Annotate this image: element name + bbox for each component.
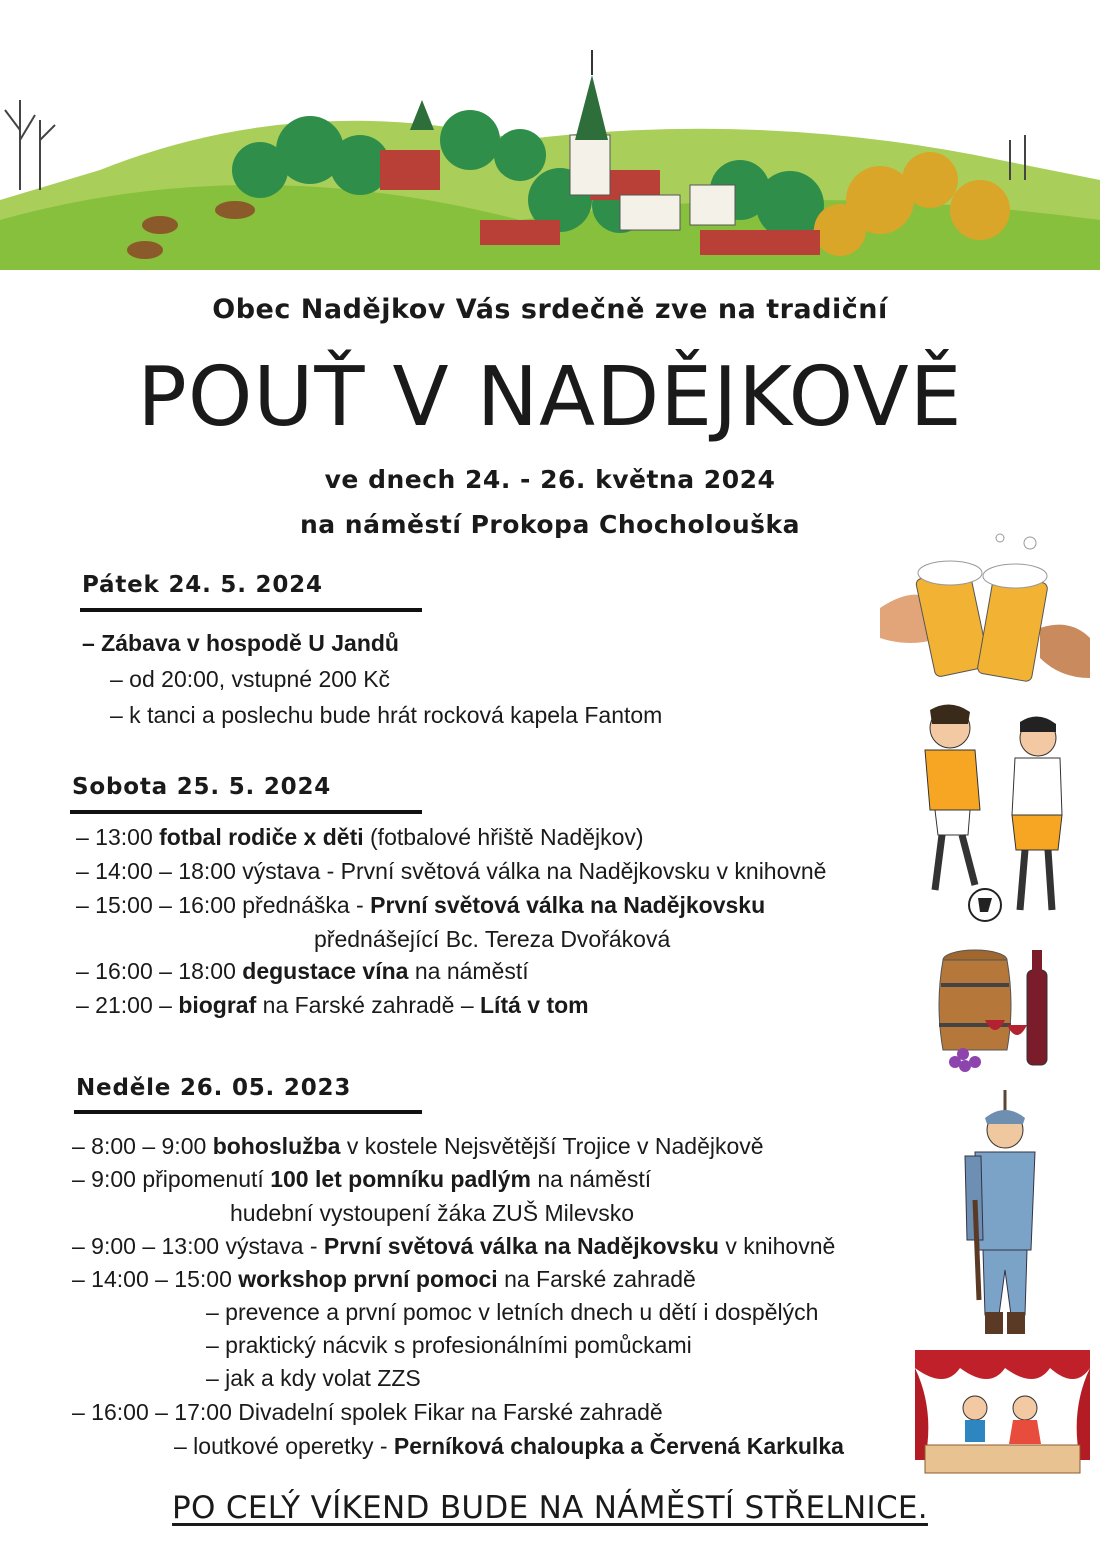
sunday-line-2: – 9:00 připomenutí 100 let pomníku padlým na náměstí [72, 1166, 652, 1192]
saturday-line-3: – 15:00 – 16:00 přednáška - První světová válka na Nadějkovsku [76, 892, 766, 918]
friday-rule [80, 608, 422, 612]
friday-line-3: – k tanci a poslechu bude hrát rocková kapela Fantom [110, 702, 663, 728]
sunday-line-5: – 14:00 – 15:00 workshop první pomoci na Farské zahradě [72, 1266, 696, 1292]
event-dates: ve dnech 24. - 26. května 2024 [324, 465, 776, 494]
sunday-line-6: – prevence a první pomoc v letních dnech u dětí i dospělých [206, 1299, 819, 1325]
saturday-line-6: – 21:00 – biograf na Farské zahradě – Lítá v tom [76, 992, 589, 1018]
football-players-icon [880, 700, 1080, 930]
saturday-heading: Sobota 25. 5. 2024 [72, 774, 332, 800]
friday-heading: Pátek 24. 5. 2024 [82, 572, 323, 598]
sunday-line-9: – 16:00 – 17:00 Divadelní spolek Fikar na Farské zahradě [72, 1399, 663, 1425]
sunday-line-7: – praktický nácvik s profesionálními pomůckami [206, 1332, 692, 1358]
ww1-soldier-icon [935, 1090, 1045, 1345]
village-landscape-illustration [0, 30, 1100, 270]
event-place: na náměstí Prokopa Chocholouška [299, 510, 801, 539]
friday-line-1: – Zábava v hospodě U Jandů [82, 630, 399, 656]
beer-toast-icon [880, 528, 1090, 688]
friday-line-2: – od 20:00, vstupné 200 Kč [110, 666, 391, 692]
sunday-rule [74, 1110, 422, 1114]
puppet-theatre-icon [915, 1350, 1090, 1475]
wine-barrel-icon [935, 940, 1065, 1080]
saturday-line-4: přednášející Bc. Tereza Dvořáková [314, 926, 671, 952]
saturday-line-5: – 16:00 – 18:00 degustace vína na náměstí [76, 958, 529, 984]
sunday-line-8: – jak a kdy volat ZZS [206, 1365, 421, 1391]
sunday-heading: Neděle 26. 05. 2023 [76, 1075, 352, 1101]
saturday-rule [70, 810, 422, 814]
intro-text: Obec Nadějkov Vás srdečně zve na tradiční [212, 294, 888, 325]
footer-note: PO CELÝ VÍKEND BUDE NA NÁMĚSTÍ STŘELNICE. [172, 1490, 928, 1526]
saturday-line-2: – 14:00 – 18:00 výstava - První světová válka na Nadějkovsku v knihovně [76, 858, 827, 884]
page-title: POUŤ V NADĚJKOVĚ [137, 350, 963, 445]
sunday-line-1: – 8:00 – 9:00 bohoslužba v kostele Nejsvětější Trojice v Nadějkově [72, 1133, 764, 1159]
sunday-line-4: – 9:00 – 13:00 výstava - První světová válka na Nadějkovsku v knihovně [72, 1233, 836, 1259]
sunday-line-10: – loutkové operetky - Perníková chaloupka a Červená Karkulka [174, 1433, 844, 1459]
saturday-line-1: – 13:00 fotbal rodiče x děti (fotbalové hřiště Nadějkov) [76, 824, 644, 850]
sunday-line-3: hudební vystoupení žáka ZUŠ Milevsko [230, 1200, 634, 1226]
